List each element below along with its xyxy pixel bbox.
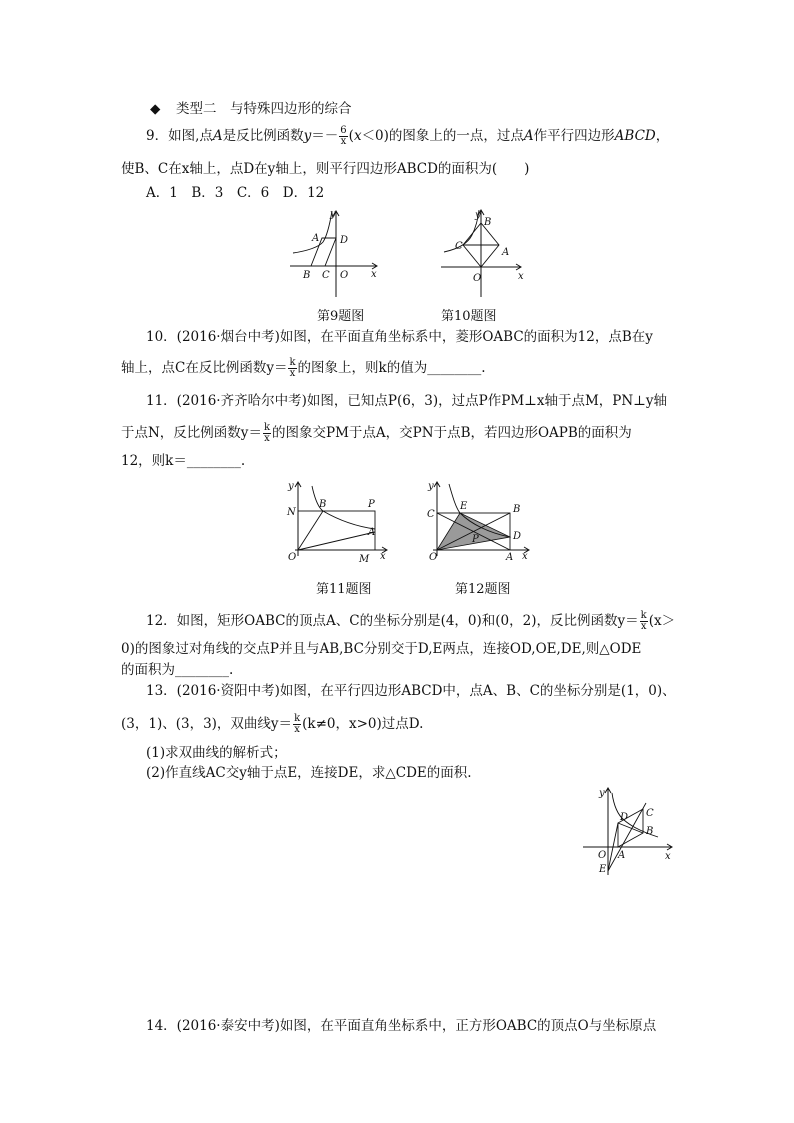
section-title: 类型二 与特殊四边形的综合 [176,101,352,117]
figure-11-caption: 第11题图 [316,582,372,597]
figure-10 [438,205,533,300]
question-11-line-1: 11．(2016·齐齐哈尔中考)如图，已知点P(6，3)，过点P作PM⊥x轴于点M，PN⊥y轴 [146,393,667,409]
label-y: y [428,481,434,492]
question-11-line-2: 于点N，反比例函数y＝ $\frac{k}{x}$ 的图象交PM于点A，交PN于点B，若四边形OAPB的面积为 [121,422,632,444]
figure-11 [283,478,395,568]
label-D: D [620,812,629,823]
diamond-bullet-icon: ◆ [150,101,161,117]
label-A: A [312,233,320,244]
label-y: y [288,481,294,492]
figure-10-caption: 第10题图 [441,309,497,324]
figure-12-caption: 第12题图 [455,582,511,597]
label-B: B [646,826,654,837]
label-E: E [599,864,607,875]
figure-9 [285,205,395,300]
question-13-line-1: 13．(2016·资阳中考)如图，在平行四边形ABCD中，点A、B、C的坐标分别是(1，0)、 [146,683,676,699]
label-O: O [288,552,297,563]
label-M: M [359,554,370,565]
question-13-sub-2: (2)作直线AC交y轴于点E，连接DE，求△CDE的面积. [146,765,472,781]
label-O: O [598,850,607,861]
question-10-line-2: 轴上，点C在反比例函数y＝ $\frac{k}{x}$ 的图象上，则k的值为________. [121,357,486,379]
question-12-line-2: 0)的图象过对角线的交点P并且与AB,BC分别交于D,E两点，连接OD,OE,DE,则△ODE [121,641,642,657]
label-A: A [368,527,376,538]
question-12-line-3: 的面积为________. [121,662,234,678]
figure-9-caption: 第9题图 [317,309,365,324]
fraction: $\frac{k}{x}$ [294,713,301,735]
label-C: C [646,808,654,819]
label-B: B [513,504,521,515]
label-A: A [506,552,514,563]
label-x: x [380,551,386,562]
label-A: A [618,850,626,861]
label-O: O [340,270,349,281]
fraction: $\frac{k}{x}$ [640,610,647,632]
figure-12 [425,478,537,568]
label-C: C [322,270,330,281]
question-9-options: A．1 B．3 C．6 D．12 [146,185,325,201]
label-E: E [460,501,468,512]
section-heading [150,97,352,117]
question-10-line-1: 10．(2016·烟台中考)如图，在平面直角坐标系中，菱形OABC的面积为12，点B在y [146,329,653,345]
question-13-line-2: (3，1)、(3，3)，双曲线y＝ $\frac{k}{x}$ (k≠0，x>0)过点D. [121,713,424,735]
question-12-line-1: 12．如图，矩形OABC的顶点A、C的坐标分别是(4，0)和(0，2)，反比例函数y＝ $\frac{k}{x}$ (x＞ [146,610,676,632]
question-13-sub-1: (1)求双曲线的解析式； [146,745,287,761]
label-y: y [475,210,481,221]
label-A: A [502,247,510,258]
label-B: B [484,217,492,228]
label-O: O [429,552,438,563]
question-14-line-1: 14．(2016·泰安中考)如图，在平面直角坐标系中，正方形OABC的顶点O与坐标原点 [146,1018,657,1034]
question-11-line-3: 12，则k＝________. [121,453,246,469]
fraction: $\frac{6}{x}$ [340,125,347,147]
label-B: B [319,499,327,510]
label-B: B [303,270,311,281]
question-9-line-2: 使B、C在x轴上，点D在y轴上，则平行四边形ABCD的面积为( ) [121,161,530,177]
label-C: C [455,241,463,252]
fraction: $\frac{k}{x}$ [289,357,296,379]
label-D: D [340,235,349,246]
label-P: P [472,534,479,545]
figure-13 [580,785,680,880]
label-x: x [665,851,671,862]
label-y: y [599,788,605,799]
label-D: D [513,531,522,542]
label-x: x [522,551,528,562]
label-C: C [427,509,435,520]
fraction: $\frac{k}{x}$ [263,422,271,444]
label-P: P [368,499,375,510]
label-O: O [473,273,482,284]
label-x: x [371,269,377,280]
label-N: N [287,507,296,518]
label-x: x [518,271,524,282]
label-y: y [330,209,336,220]
question-9-line-1: 9．如图,点A是反比例函数y＝－ $\frac{6}{x}$ (x＜0)的图象上的一点，过点A作平行四边形ABCD， [146,125,670,147]
